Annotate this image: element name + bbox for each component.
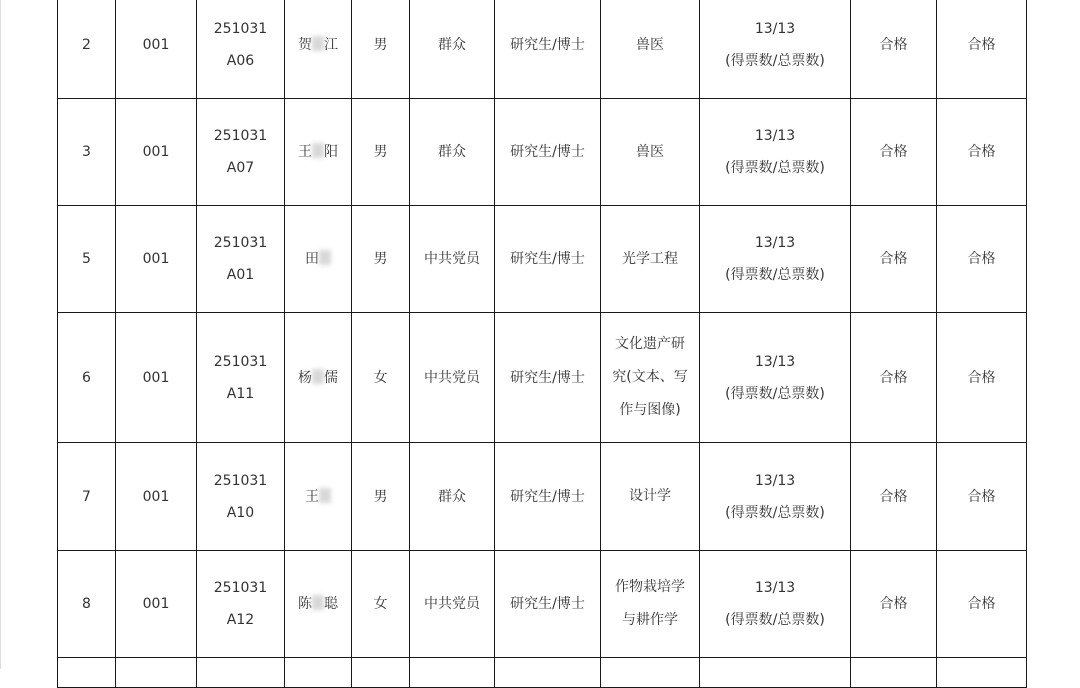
exam-no-cell: [197, 206, 285, 313]
redaction-mark: [319, 250, 331, 265]
education-cell: 研究生/博士: [495, 0, 601, 99]
result-a-cell: 合格: [851, 443, 937, 551]
politics-cell: 群众: [410, 99, 495, 206]
gender-cell: 男: [352, 99, 410, 206]
major-text: 设计学: [629, 488, 671, 504]
exam-no-text: 251031A07: [213, 128, 268, 176]
candidate-name: [298, 37, 338, 53]
table-row: [58, 551, 1027, 658]
redaction-mark: [312, 595, 324, 610]
exam-no-text: 251031A01: [213, 235, 268, 283]
result-a-cell: 合格: [851, 0, 937, 99]
table-row: [58, 313, 1027, 443]
unit-cell: 001: [116, 443, 197, 551]
votes-note: (得票数/总票数): [725, 267, 825, 283]
candidate-name: [298, 144, 338, 160]
votes-note: (得票数/总票数): [725, 53, 825, 69]
seq-cell: 6: [58, 313, 116, 443]
redaction-mark: [312, 36, 324, 51]
votes-block: [700, 346, 850, 410]
result-a-cell: 合格: [851, 551, 937, 658]
votes-value: 13/13: [754, 128, 796, 144]
result-b-cell: 合格: [937, 443, 1027, 551]
empty-cell: [352, 658, 410, 688]
unit-cell: 001: [116, 0, 197, 99]
empty-cell: [937, 658, 1027, 688]
name-first: 王: [298, 144, 312, 160]
exam-no-cell: [197, 551, 285, 658]
politics-cell: 中共党员: [410, 313, 495, 443]
result-a-cell: 合格: [851, 313, 937, 443]
table-row-partial: [58, 658, 1027, 688]
votes-block: [700, 465, 850, 529]
education-cell: 研究生/博士: [495, 313, 601, 443]
politics-cell: 群众: [410, 443, 495, 551]
empty-cell: [700, 658, 851, 688]
education-cell: 研究生/博士: [495, 551, 601, 658]
table-row: [58, 99, 1027, 206]
votes-cell: [700, 551, 851, 658]
gender-cell: 男: [352, 443, 410, 551]
name-first: 田: [305, 251, 319, 267]
votes-block: [700, 227, 850, 291]
name-first: 杨: [298, 369, 312, 386]
votes-value: 13/13: [754, 580, 796, 596]
gender-cell: 女: [352, 551, 410, 658]
result-b-cell: 合格: [937, 206, 1027, 313]
name-cell: [285, 206, 352, 313]
major-text: 光学工程: [622, 250, 678, 267]
name-first: 王: [305, 488, 319, 505]
table-row: [58, 206, 1027, 313]
empty-cell: [197, 658, 285, 688]
votes-block: [700, 120, 850, 184]
seq-cell: 2: [58, 0, 116, 99]
exam-no-text: 251031A11: [213, 353, 268, 402]
name-first: 陈: [298, 596, 312, 612]
major-cell: [601, 551, 700, 658]
votes-note: (得票数/总票数): [725, 385, 825, 402]
gender-cell: 男: [352, 0, 410, 99]
page-left-edge: [0, 0, 1, 669]
result-a-cell: 合格: [851, 206, 937, 313]
exam-no-text: 251031A12: [213, 580, 268, 628]
votes-note: (得票数/总票数): [725, 160, 825, 176]
result-b-cell: 合格: [937, 313, 1027, 443]
votes-cell: [700, 0, 851, 99]
politics-cell: 中共党员: [410, 206, 495, 313]
seq-cell: 3: [58, 99, 116, 206]
result-a-cell: 合格: [851, 99, 937, 206]
name-last: 儒: [324, 369, 338, 386]
unit-cell: 001: [116, 206, 197, 313]
politics-cell: 群众: [410, 0, 495, 99]
empty-cell: [410, 658, 495, 688]
redaction-mark: [312, 143, 324, 158]
empty-cell: [601, 658, 700, 688]
name-cell: [285, 551, 352, 658]
votes-block: [700, 572, 850, 636]
major-cell: [601, 313, 700, 443]
votes-value: 13/13: [754, 472, 796, 489]
table-row: [58, 0, 1027, 99]
votes-note: (得票数/总票数): [725, 504, 825, 521]
candidate-name: [305, 251, 331, 267]
name-last: 聪: [324, 596, 338, 612]
name-cell: [285, 99, 352, 206]
votes-value: 13/13: [754, 235, 796, 251]
name-first: 贺: [298, 37, 312, 53]
major-text: 兽医: [636, 143, 664, 160]
exam-no-cell: [197, 443, 285, 551]
seq-cell: 5: [58, 206, 116, 313]
table-row: [58, 443, 1027, 551]
votes-block: [700, 13, 850, 77]
gender-cell: 男: [352, 206, 410, 313]
exam-no-text: 251031A10: [213, 472, 268, 521]
major-text: 兽医: [636, 36, 664, 53]
politics-cell: 中共党员: [410, 551, 495, 658]
empty-cell: [116, 658, 197, 688]
major-cell: [601, 99, 700, 206]
candidate-name: [305, 489, 331, 505]
education-cell: 研究生/博士: [495, 443, 601, 551]
result-b-cell: 合格: [937, 551, 1027, 658]
unit-cell: 001: [116, 99, 197, 206]
votes-value: 13/13: [754, 21, 796, 37]
education-cell: 研究生/博士: [495, 99, 601, 206]
candidate-name: [298, 370, 338, 386]
empty-cell: [285, 658, 352, 688]
unit-cell: 001: [116, 313, 197, 443]
votes-cell: [700, 443, 851, 551]
name-last: 江: [324, 37, 338, 53]
redaction-mark: [312, 369, 324, 384]
major-cell: [601, 0, 700, 99]
votes-note: (得票数/总票数): [725, 612, 825, 628]
empty-cell: [58, 658, 116, 688]
redaction-mark: [319, 488, 331, 503]
major-text: 文化遗产研究(文本、写作与图像): [612, 336, 688, 418]
exam-no-cell: [197, 0, 285, 99]
name-last: 阳: [324, 144, 338, 160]
exam-no-cell: [197, 313, 285, 443]
unit-cell: 001: [116, 551, 197, 658]
votes-cell: [700, 206, 851, 313]
seq-cell: 8: [58, 551, 116, 658]
empty-cell: [851, 658, 937, 688]
result-b-cell: 合格: [937, 99, 1027, 206]
empty-cell: [495, 658, 601, 688]
candidate-name: [298, 596, 338, 612]
votes-cell: [700, 99, 851, 206]
name-cell: [285, 313, 352, 443]
name-cell: [285, 0, 352, 99]
candidate-table: [57, 0, 1027, 688]
seq-cell: 7: [58, 443, 116, 551]
votes-value: 13/13: [754, 353, 796, 370]
gender-cell: 女: [352, 313, 410, 443]
result-b-cell: 合格: [937, 0, 1027, 99]
exam-no-text: 251031A06: [213, 21, 268, 69]
major-text: 作物栽培学与耕作学: [615, 579, 685, 628]
education-cell: 研究生/博士: [495, 206, 601, 313]
votes-cell: [700, 313, 851, 443]
exam-no-cell: [197, 99, 285, 206]
name-cell: [285, 443, 352, 551]
major-cell: [601, 443, 700, 551]
major-cell: [601, 206, 700, 313]
